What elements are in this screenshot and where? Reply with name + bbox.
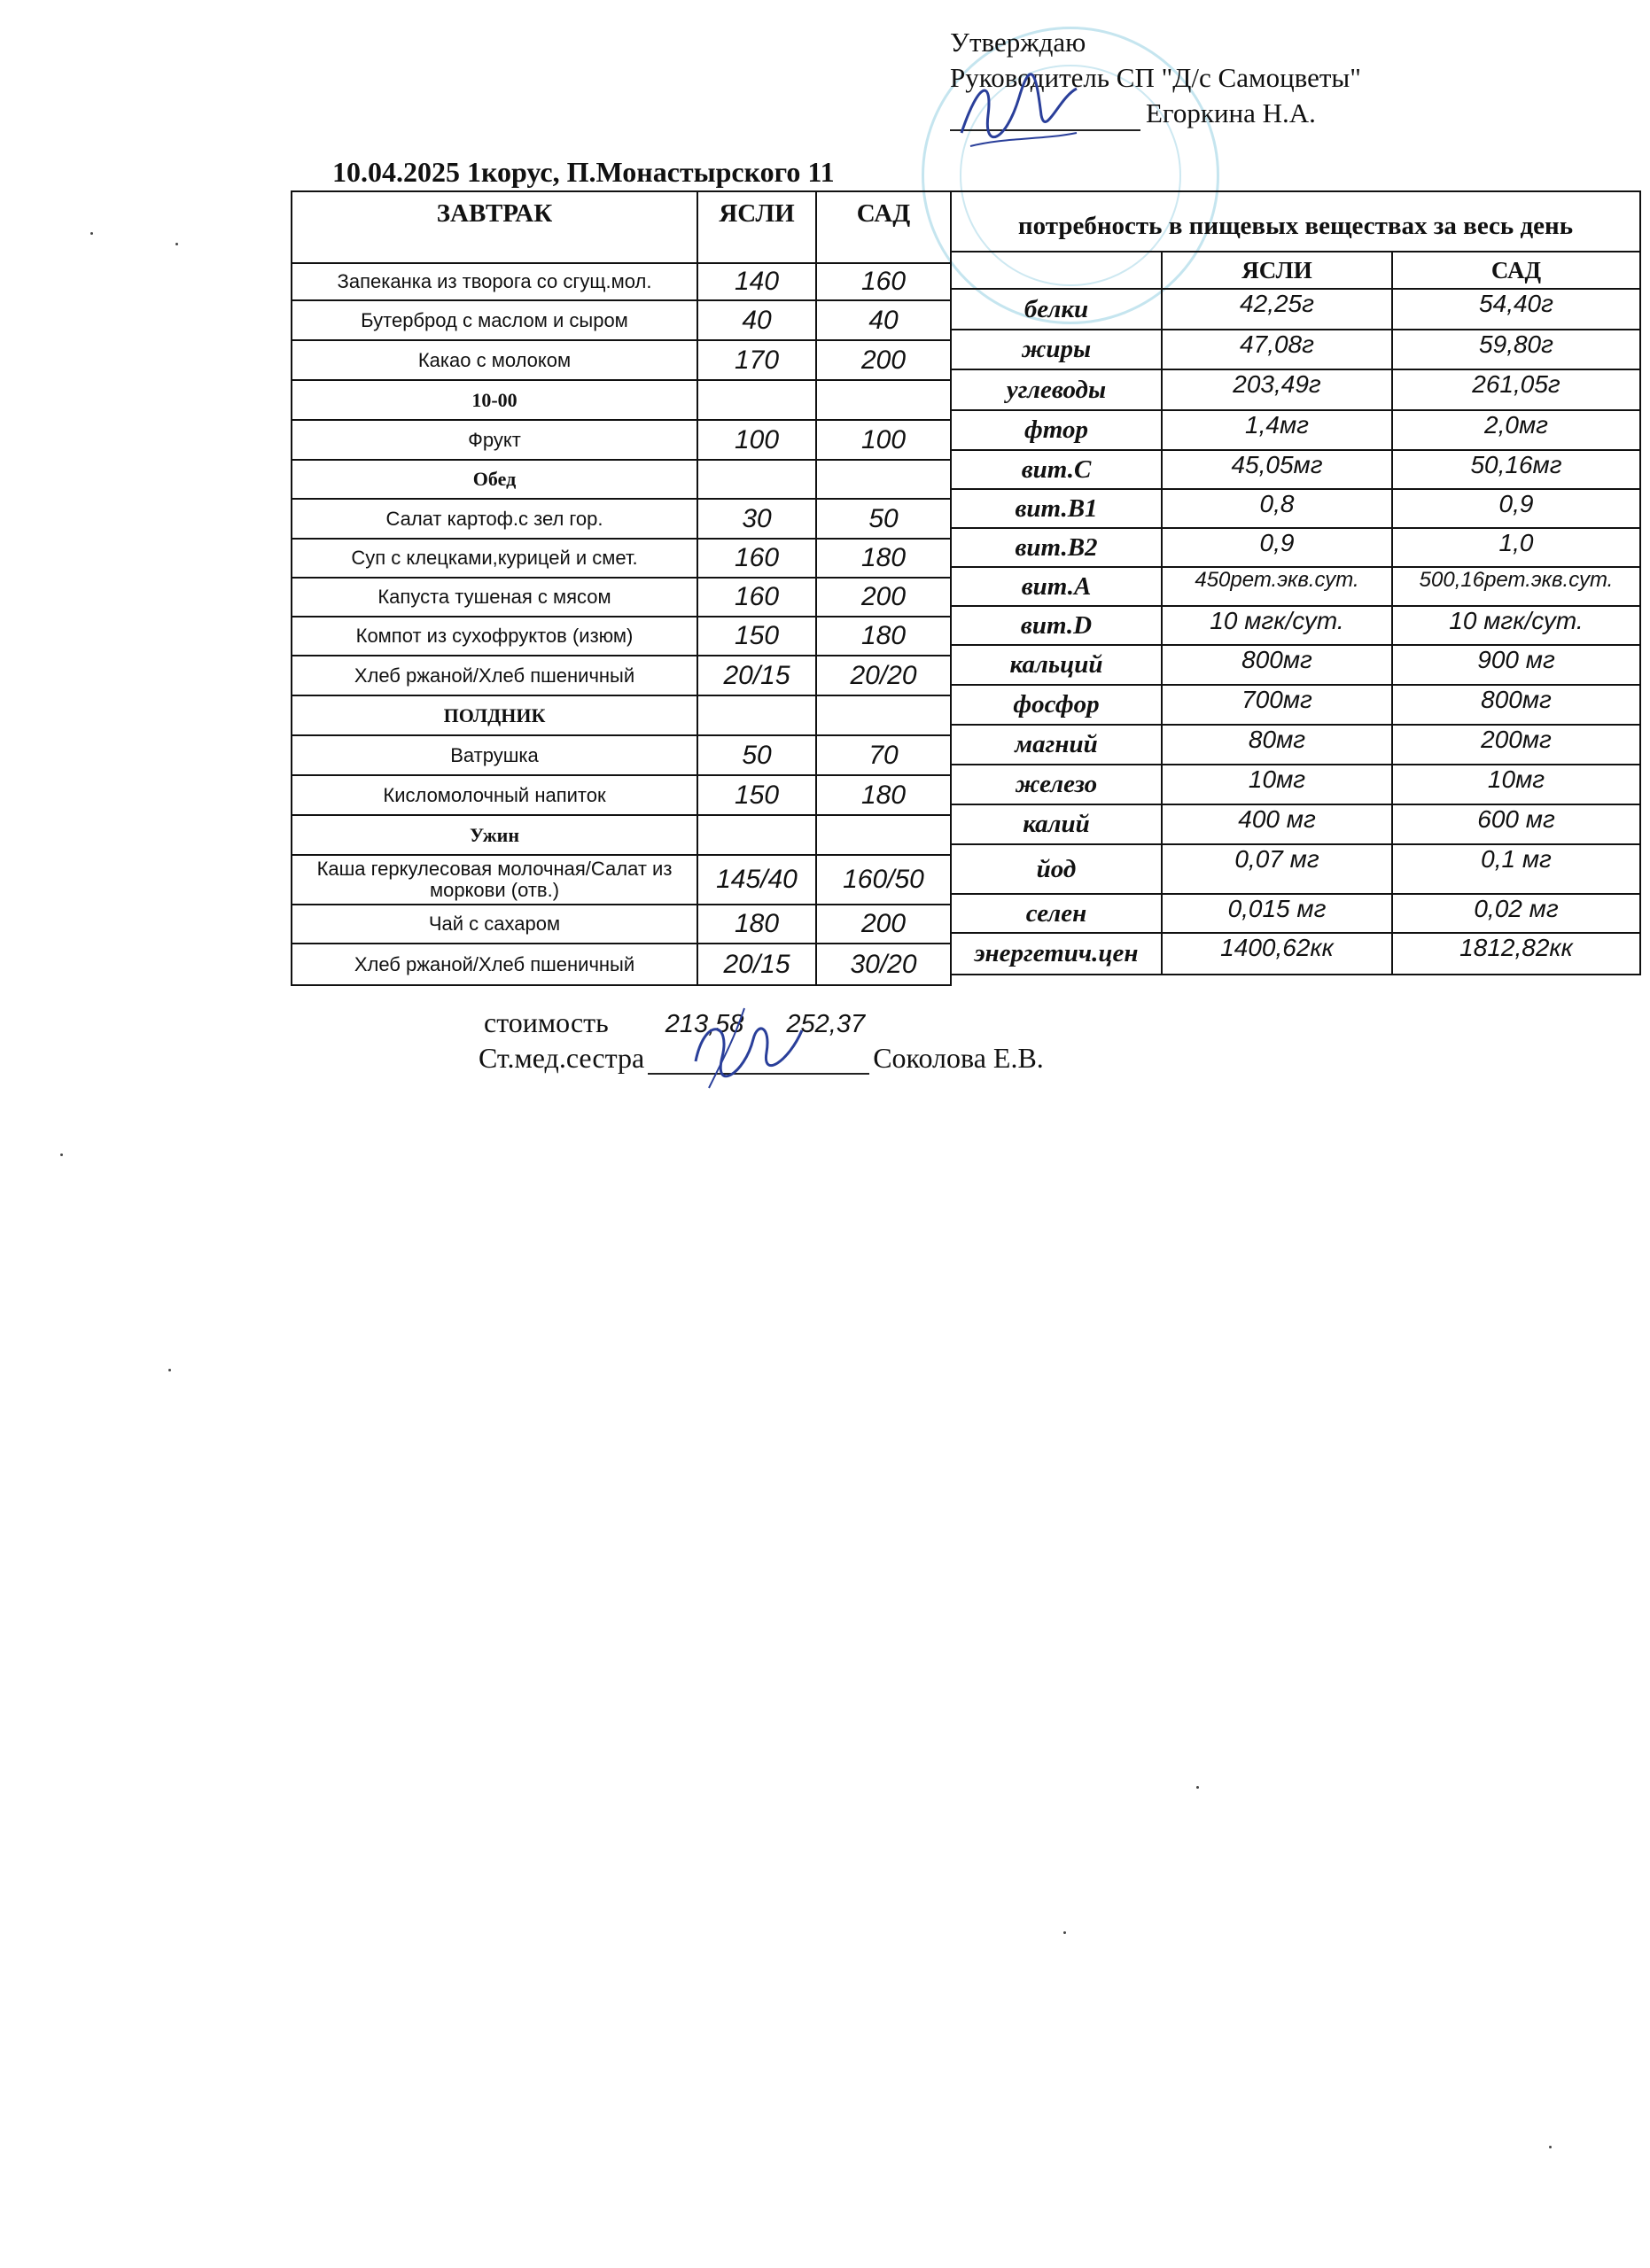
nutrient-yasli: 0,9 xyxy=(1162,528,1392,567)
menu-section-label: 10-00 xyxy=(292,380,697,420)
portion-yasli: 30 xyxy=(697,499,816,539)
scan-speck xyxy=(1196,1786,1199,1789)
nutrient-yasli: 10мг xyxy=(1162,765,1392,804)
scan-speck xyxy=(90,232,93,235)
nutrition-row xyxy=(951,844,1640,894)
menu-row xyxy=(292,695,951,735)
nutrient-yasli: 10 мгк/сут. xyxy=(1162,606,1392,645)
nutrient-sad: 10 мгк/сут. xyxy=(1392,606,1640,645)
dish-name: Компот из сухофруктов (изюм) xyxy=(292,617,697,656)
dish-name: Бутерброд с маслом и сыром xyxy=(292,300,697,340)
nutrition-row xyxy=(951,330,1640,369)
dish-name: Какао с молоком xyxy=(292,340,697,380)
col-sad: САД xyxy=(1392,252,1640,289)
nutrient-sad: 900 мг xyxy=(1392,645,1640,685)
page-title: 10.04.2025 1корус, П.Монастырского 11 xyxy=(332,156,835,188)
portion-sad xyxy=(816,380,951,420)
cost-label: стоимость xyxy=(484,1006,609,1038)
nutrient-label: железо xyxy=(951,765,1162,804)
menu-section-label: Ужин xyxy=(292,815,697,855)
dish-name: Хлеб ржаной/Хлеб пшеничный xyxy=(292,944,697,985)
nutrient-sad: 0,9 xyxy=(1392,489,1640,528)
scan-speck xyxy=(168,1369,171,1371)
portion-sad xyxy=(816,695,951,735)
portion-sad: 180 xyxy=(816,617,951,656)
nutrition-row xyxy=(951,765,1640,804)
menu-header-row xyxy=(292,191,951,263)
nutrition-row xyxy=(951,606,1640,645)
nutrient-yasli: 203,49г xyxy=(1162,369,1392,410)
portion-yasli: 145/40 xyxy=(697,855,816,905)
dish-name: Хлеб ржаной/Хлеб пшеничный xyxy=(292,656,697,695)
scan-speck xyxy=(1549,2146,1552,2148)
menu-row xyxy=(292,539,951,578)
nutrient-yasli: 700мг xyxy=(1162,685,1392,725)
nutrient-label: вит.С xyxy=(951,450,1162,489)
nutrition-row xyxy=(951,894,1640,933)
nutrient-label: жиры xyxy=(951,330,1162,369)
menu-row xyxy=(292,460,951,499)
nutrient-sad: 2,0мг xyxy=(1392,410,1640,450)
nutrient-label: фтор xyxy=(951,410,1162,450)
dish-name: Кисломолочный напиток xyxy=(292,775,697,815)
nutrition-row xyxy=(951,804,1640,844)
scan-speck xyxy=(175,243,178,245)
portion-sad: 40 xyxy=(816,300,951,340)
portion-sad: 70 xyxy=(816,735,951,775)
menu-row xyxy=(292,815,951,855)
scan-speck xyxy=(60,1153,63,1156)
menu-row xyxy=(292,735,951,775)
nutrient-sad: 261,05г xyxy=(1392,369,1640,410)
nutrient-sad: 50,16мг xyxy=(1392,450,1640,489)
dish-name: Капуста тушеная с мясом xyxy=(292,578,697,617)
menu-row xyxy=(292,263,951,300)
nurse-name: Соколова Е.В. xyxy=(873,1042,1044,1074)
dish-name: Чай с сахаром xyxy=(292,905,697,944)
nutrient-sad: 200мг xyxy=(1392,725,1640,765)
portion-yasli: 100 xyxy=(697,420,816,460)
portion-yasli: 160 xyxy=(697,539,816,578)
nutrient-label: вит.В2 xyxy=(951,528,1162,567)
nutrition-row xyxy=(951,369,1640,410)
portion-sad: 50 xyxy=(816,499,951,539)
dish-name: Фрукт xyxy=(292,420,697,460)
director-signature xyxy=(953,62,1086,159)
nutrient-sad: 1,0 xyxy=(1392,528,1640,567)
nutrition-row xyxy=(951,489,1640,528)
scan-speck xyxy=(1063,1931,1066,1934)
menu-section-label: Обед xyxy=(292,460,697,499)
nutrient-label: вит.В1 xyxy=(951,489,1162,528)
portion-sad: 200 xyxy=(816,578,951,617)
nutrition-colheader-row xyxy=(951,252,1640,289)
nutrient-yasli: 0,07 мг xyxy=(1162,844,1392,894)
portion-sad: 180 xyxy=(816,539,951,578)
portion-sad: 200 xyxy=(816,340,951,380)
nutrient-sad: 10мг xyxy=(1392,765,1640,804)
menu-row xyxy=(292,340,951,380)
nutrition-row xyxy=(951,289,1640,330)
nutrient-sad: 54,40г xyxy=(1392,289,1640,330)
nutrition-header: потребность в пищевых веществах за весь день xyxy=(951,191,1640,252)
nutrient-yasli: 80мг xyxy=(1162,725,1392,765)
nutrient-label: фосфор xyxy=(951,685,1162,725)
menu-row xyxy=(292,380,951,420)
portion-yasli: 150 xyxy=(697,617,816,656)
portion-yasli: 150 xyxy=(697,775,816,815)
nutrient-yasli: 0,015 мг xyxy=(1162,894,1392,933)
nutrient-yasli: 400 мг xyxy=(1162,804,1392,844)
nutrient-sad: 0,1 мг xyxy=(1392,844,1640,894)
menu-row xyxy=(292,905,951,944)
portion-sad: 160/50 xyxy=(816,855,951,905)
nutrient-sad: 59,80г xyxy=(1392,330,1640,369)
nutrition-row xyxy=(951,933,1640,975)
portion-sad: 200 xyxy=(816,905,951,944)
portion-yasli: 20/15 xyxy=(697,656,816,695)
nutrient-yasli: 42,25г xyxy=(1162,289,1392,330)
menu-row xyxy=(292,617,951,656)
portion-sad xyxy=(816,815,951,855)
portion-yasli xyxy=(697,695,816,735)
nutrition-row xyxy=(951,567,1640,606)
nutrient-yasli: 45,05мг xyxy=(1162,450,1392,489)
portion-sad xyxy=(816,460,951,499)
nutrient-label: белки xyxy=(951,289,1162,330)
menu-section-label: ПОЛДНИК xyxy=(292,695,697,735)
menu-row xyxy=(292,855,951,905)
dish-name: Запеканка из творога со сгущ.мол. xyxy=(292,263,697,300)
nutrient-label: калий xyxy=(951,804,1162,844)
nutrient-label: кальций xyxy=(951,645,1162,685)
nutrient-sad: 600 мг xyxy=(1392,804,1640,844)
portion-yasli: 40 xyxy=(697,300,816,340)
portion-yasli: 20/15 xyxy=(697,944,816,985)
menu-row xyxy=(292,420,951,460)
dish-name: Каша геркулесовая молочная/Салат из моркови (отв.) xyxy=(292,855,697,905)
nurse-label: Ст.мед.сестра xyxy=(479,1042,645,1074)
cost-yasli: 213,58 xyxy=(665,1010,744,1038)
nutrition-row xyxy=(951,645,1640,685)
portion-yasli xyxy=(697,815,816,855)
menu-row xyxy=(292,578,951,617)
nutrient-sad: 1812,82кк xyxy=(1392,933,1640,975)
approval-line2: Руководитель СП "Д/с Самоцветы" xyxy=(950,62,1361,93)
nutrient-label: селен xyxy=(951,894,1162,933)
nutrient-sad: 500,16рет.экв.сут. xyxy=(1392,567,1640,606)
nutrition-table xyxy=(950,190,1641,975)
nutrition-row xyxy=(951,528,1640,567)
portion-yasli: 140 xyxy=(697,263,816,300)
portion-sad: 20/20 xyxy=(816,656,951,695)
menu-row xyxy=(292,944,951,985)
nutrient-label: вит.D xyxy=(951,606,1162,645)
portion-yasli: 160 xyxy=(697,578,816,617)
dish-name: Ватрушка xyxy=(292,735,697,775)
nutrient-label: магний xyxy=(951,725,1162,765)
nutrient-yasli: 47,08г xyxy=(1162,330,1392,369)
nutrient-yasli: 800мг xyxy=(1162,645,1392,685)
nutrient-sad: 800мг xyxy=(1392,685,1640,725)
nutrient-label: йод xyxy=(951,844,1162,894)
nutrition-row xyxy=(951,410,1640,450)
portion-yasli: 180 xyxy=(697,905,816,944)
dish-name: Салат картоф.с зел гор. xyxy=(292,499,697,539)
nutrient-yasli: 450рет.экв.сут. xyxy=(1162,567,1392,606)
menu-row xyxy=(292,300,951,340)
menu-row xyxy=(292,656,951,695)
nutrient-label: углеводы xyxy=(951,369,1162,410)
menu-row xyxy=(292,499,951,539)
nutrition-row xyxy=(951,450,1640,489)
header-yasli: ЯСЛИ xyxy=(697,191,816,263)
nutrient-label: вит.А xyxy=(951,567,1162,606)
nutrition-row xyxy=(951,685,1640,725)
approval-line1: Утверждаю xyxy=(950,27,1086,58)
portion-sad: 100 xyxy=(816,420,951,460)
portion-yasli: 50 xyxy=(697,735,816,775)
nurse-signature xyxy=(682,999,815,1097)
portion-yasli xyxy=(697,460,816,499)
col-yasli: ЯСЛИ xyxy=(1162,252,1392,289)
portion-sad: 180 xyxy=(816,775,951,815)
nutrient-label: энергетич.цен xyxy=(951,933,1162,975)
portion-sad: 30/20 xyxy=(816,944,951,985)
nutrient-yasli: 1400,62кк xyxy=(1162,933,1392,975)
nutrition-header-row xyxy=(951,191,1640,252)
nutrition-colheader-empty xyxy=(951,252,1162,289)
menu-row xyxy=(292,775,951,815)
nutrition-row xyxy=(951,725,1640,765)
portion-sad: 160 xyxy=(816,263,951,300)
nutrient-yasli: 0,8 xyxy=(1162,489,1392,528)
header-sad: САД xyxy=(816,191,951,263)
nutrient-yasli: 1,4мг xyxy=(1162,410,1392,450)
portion-yasli: 170 xyxy=(697,340,816,380)
menu-table xyxy=(291,190,952,986)
portion-yasli xyxy=(697,380,816,420)
cost-sad: 252,37 xyxy=(786,1010,866,1038)
nutrient-sad: 0,02 мг xyxy=(1392,894,1640,933)
approver-name: Егоркина Н.А. xyxy=(1146,97,1316,128)
dish-name: Суп с клецками,курицей и смет. xyxy=(292,539,697,578)
header-meal: ЗАВТРАК xyxy=(292,191,697,263)
